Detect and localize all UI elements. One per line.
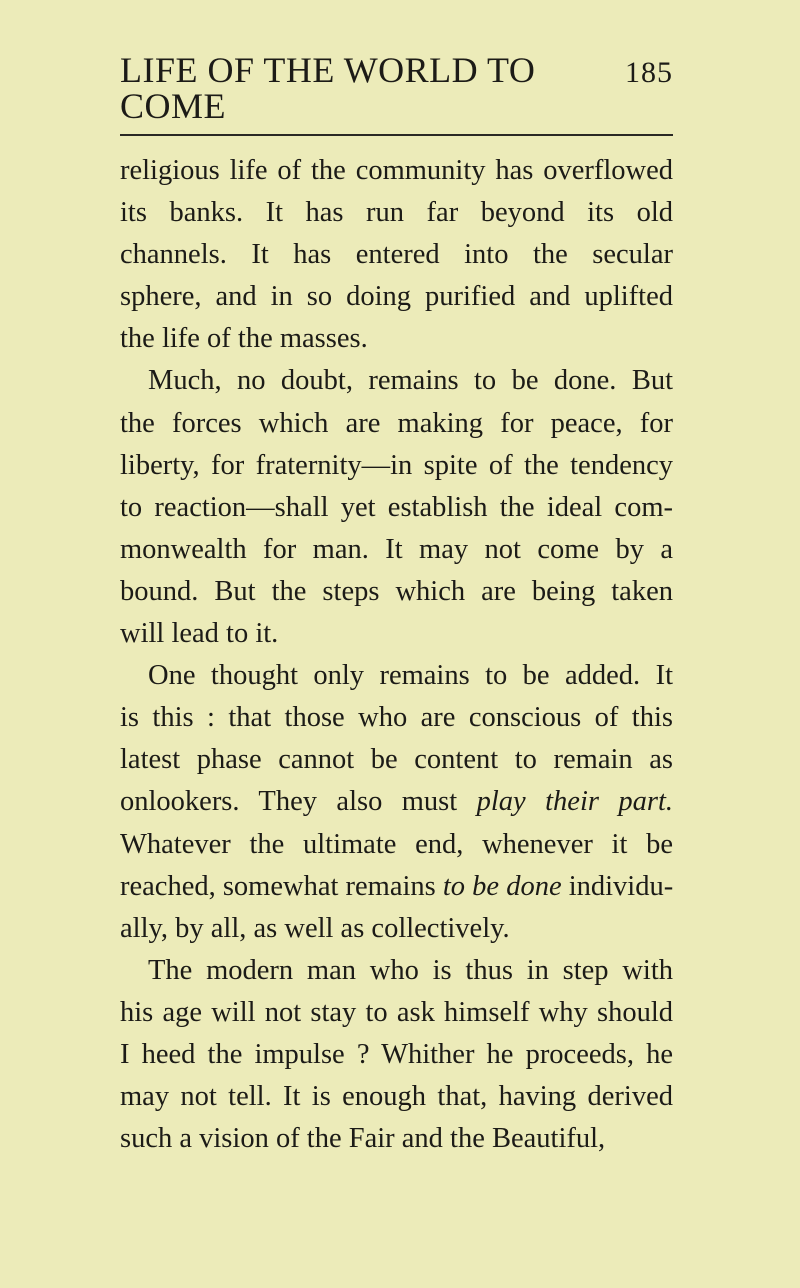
text-line: One thought only remains to be added. It bbox=[148, 660, 673, 692]
paragraph-1 bbox=[120, 150, 673, 360]
italic-phrase: to be done bbox=[442, 870, 562, 902]
text-line: monwealth for man. It may not come by a bbox=[120, 533, 673, 565]
text-line: the forces which are making for peace, for bbox=[120, 407, 673, 439]
text-line: channels. It has entered into the secular bbox=[120, 239, 673, 271]
paragraph-4 bbox=[120, 950, 673, 1160]
running-title: LIFE OF THE WORLD TO COME bbox=[120, 50, 536, 126]
paragraph-2 bbox=[120, 360, 673, 655]
paragraph-3 bbox=[120, 655, 673, 950]
body-text bbox=[120, 150, 673, 1160]
text-line: Much, no doubt, remains to be done. But bbox=[148, 365, 673, 397]
text-line: liberty, for fraternity—in spite of the tendency bbox=[120, 449, 673, 481]
text-run: onlookers. They also must bbox=[120, 786, 477, 818]
text-line: may not tell. It is enough that, having derived bbox=[120, 1081, 673, 1113]
italic-phrase: play their part. bbox=[476, 786, 674, 818]
page-number: 185 bbox=[625, 56, 673, 89]
text-line: I heed the impulse ? Whither he proceeds, he bbox=[120, 1038, 673, 1070]
text-line: The modern man who is thus in step with bbox=[148, 954, 673, 986]
text-line: Whatever the ultimate end, whenever it be bbox=[120, 828, 673, 860]
text-line bbox=[120, 781, 673, 823]
text-line: latest phase cannot be content to remain as bbox=[120, 744, 673, 776]
text-line: bound. But the steps which are being taken bbox=[120, 575, 673, 607]
text-line: is this : that those who are conscious of this bbox=[120, 702, 673, 734]
text-line: ally, by all, as well as collectively. bbox=[120, 912, 510, 944]
text-line: such a vision of the Fair and the Beautiful, bbox=[120, 1123, 606, 1155]
text-line: the life of the masses. bbox=[120, 323, 368, 355]
text-line: its banks. It has run far beyond its old bbox=[120, 197, 673, 229]
text-line bbox=[120, 866, 673, 908]
text-run: reached, somewhat remains bbox=[120, 870, 443, 902]
text-line: will lead to it. bbox=[120, 618, 279, 650]
text-line: sphere, and in so doing purified and uplifted bbox=[120, 281, 673, 313]
text-run: individu- bbox=[561, 870, 674, 902]
text-line: to reaction—shall yet establish the ideal com- bbox=[120, 491, 673, 523]
running-head bbox=[120, 52, 673, 136]
text-line: his age will not stay to ask himself why should bbox=[120, 996, 673, 1028]
text-line: religious life of the community has overflowed bbox=[120, 155, 673, 186]
